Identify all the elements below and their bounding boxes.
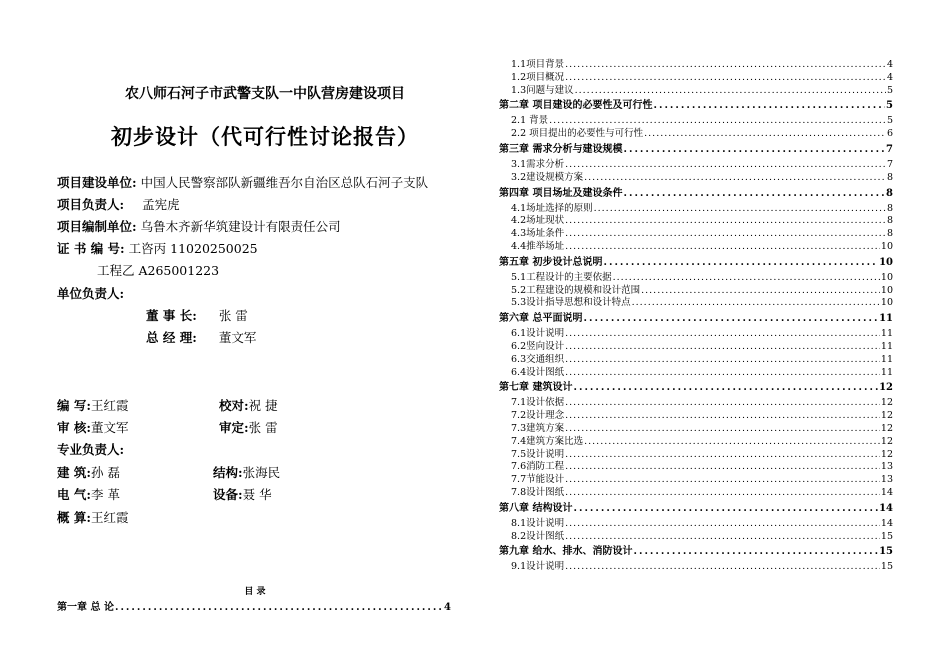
toc-chapter-entry[interactable] [499,546,893,558]
toc-entry-label: 3.2建设规模方案 [511,171,584,183]
elec-label: 电 气: [57,487,91,502]
struct-value: 张海民 [242,465,281,480]
chairman-row [146,308,248,324]
toc-first-label: 第一章 总 论 [57,602,114,613]
toc-first-page: 4 [444,602,451,613]
toc-entry-page: 5 [886,115,893,127]
toc-entry-label: 2.1 背景 [511,115,549,127]
toc-entry-label: 7.7节能设计 [511,474,565,486]
leader-row [57,197,180,213]
toc-entry-page: 12 [880,397,893,409]
writer-row [57,398,128,414]
toc-section-entry[interactable] [511,328,893,340]
toc-entry-label: 8.1设计说明 [511,517,565,529]
toc-entry-page: 12 [880,423,893,434]
compiler-label: 项目编制单位: [57,219,137,234]
arch-value: 孙 磊 [90,465,120,480]
builder-row [57,175,428,191]
toc-entry-page: 5 [886,84,893,96]
toc-entry-page: 11 [880,328,893,340]
toc-section-entry[interactable] [511,354,893,366]
toc-chapter-entry[interactable] [499,503,893,515]
toc-chapter-entry[interactable] [499,382,893,394]
budget-row [57,510,128,526]
struct-label: 结构: [213,465,243,480]
toc-section-entry[interactable] [511,341,893,353]
toc-entry-page: 5 [886,100,893,112]
toc-section-entry[interactable] [511,461,893,473]
toc-entry-label: 6.3交通组织 [511,353,565,365]
gm-value: 董文军 [218,330,257,345]
toc-entry-label: 第五章 初步设计总说明 [499,256,603,268]
proof-label: 校对: [219,398,249,413]
toc-section-entry[interactable] [511,397,893,409]
toc-entry-page: 8 [886,202,893,214]
budget-label: 概 算: [57,510,91,525]
leader-label: 项目负责人: [57,197,125,212]
toc-chapter-entry[interactable] [499,188,893,200]
equip-row [213,487,272,503]
toc-entry-label: 5.1工程设计的主要依据 [511,271,612,283]
toc-entry-label: 第四章 项目场址及建设条件 [499,187,623,199]
arch-label: 建 筑: [57,465,91,480]
equip-value: 聂 华 [242,487,272,502]
toc-section-entry[interactable] [511,561,893,573]
toc-entry-page: 15 [880,561,893,573]
toc-section-entry[interactable] [511,449,893,461]
toc-section-entry[interactable] [511,241,893,253]
toc-entry-page: 12 [880,410,893,422]
arch-row [57,465,120,481]
toc-entry-label: 1.1项目背景 [511,59,565,70]
toc-section-entry[interactable] [511,531,893,543]
toc-entry-label: 7.1设计依据 [511,397,565,409]
toc-section-entry[interactable] [511,518,893,530]
toc-heading: 目 录 [244,587,266,597]
equip-label: 设备: [213,487,243,502]
toc-section-entry[interactable] [511,410,893,422]
toc-entry-page: 7 [886,159,893,170]
compiler-row [57,219,341,235]
toc-section-entry[interactable] [511,436,893,448]
toc-entry-page: 13 [880,461,893,473]
chairman-value: 张 雷 [218,308,248,323]
approve-value: 张 雷 [248,420,278,435]
toc-entry-label: 第九章 给水、排水、消防设计 [499,546,633,558]
toc-entry-page: 6 [886,128,893,140]
toc-section-entry[interactable] [511,423,893,435]
struct-row [213,465,280,481]
toc-entry-label: 第三章 需求分析与建设规模 [499,144,623,155]
toc-section-entry[interactable] [511,203,893,215]
toc-entry-label: 4.1场址选择的原则 [511,202,593,214]
elec-value: 李 革 [90,487,120,502]
toc-chapter-entry[interactable] [499,100,893,112]
toc-section-entry[interactable] [511,159,893,171]
toc-chapter-entry[interactable] [499,313,893,325]
toc-entry-page: 10 [880,241,893,252]
toc-entry-page: 8 [886,187,893,199]
toc-section-entry[interactable] [511,487,893,499]
toc-section-entry[interactable] [511,72,893,84]
toc-section-entry[interactable] [511,115,893,127]
toc-entry-label: 7.8设计图纸 [511,487,565,498]
toc-entry-label: 第七章 建筑设计 [499,382,573,394]
toc-entry-page: 8 [886,215,893,227]
unit-leader-label: 单位负责人: [57,286,125,301]
proof-value: 祝 捷 [248,398,278,413]
builder-label: 项目建设单位: [57,175,137,190]
toc-entry-label: 第二章 项目建设的必要性及可行性 [499,100,653,112]
toc-entry-page: 12 [879,382,893,394]
toc-entry-page: 15 [880,530,893,542]
toc-entry-page: 14 [880,487,893,498]
budget-value: 王红霞 [90,510,129,525]
toc-entry-label: 3.1需求分析 [511,159,565,170]
toc-entry-label: 5.2工程建设的规模和设计范围 [511,284,641,296]
toc-entry-label: 5.3设计指导思想和设计特点 [511,297,631,309]
toc-entry-page: 10 [879,256,893,268]
toc-entry-page: 4 [886,71,893,83]
toc-section-entry[interactable] [511,59,893,71]
toc-entry-page: 11 [880,366,893,378]
toc-entry-label: 4.2场址现状 [511,215,565,227]
cert-row [57,241,258,257]
leader-value: 孟宪虎 [142,197,180,212]
toc-section-entry[interactable] [511,272,893,284]
toc-section-entry[interactable] [511,367,893,379]
writer-label: 编 写: [57,398,91,413]
toc-entry-label: 4.3场址条件 [511,228,565,240]
cert-label: 证 书 编 号: [57,241,125,256]
compiler-value: 乌鲁木齐新华筑建设计有限责任公司 [140,219,341,234]
writer-value: 王红霞 [90,398,129,413]
toc-section-entry[interactable] [511,297,893,309]
toc-section-entry[interactable] [511,215,893,227]
gm-row [146,330,256,346]
toc-entry-page: 10 [880,297,893,309]
toc-entry-label: 9.1设计说明 [511,561,565,573]
proof-row [219,398,278,414]
toc-section-entry[interactable] [511,228,893,240]
document-title: 初步设计（代可行性讨论报告） [111,124,419,149]
audit-value: 董文军 [90,420,129,435]
gm-label: 总 经 理: [146,330,197,345]
audit-row [57,420,128,436]
builder-value: 中国人民警察部队新疆维吾尔自治区总队石河子支队 [140,175,429,190]
toc-entry-page: 11 [879,313,893,325]
toc-first-entry[interactable] [57,602,451,614]
cert-value-1: 工咨丙 11020250025 [128,241,258,256]
toc-entry-label: 8.2设计图纸 [511,530,565,542]
toc-section-entry[interactable] [511,128,893,140]
toc-chapter-entry[interactable] [499,257,893,269]
toc-section-entry[interactable] [511,172,893,184]
toc-entry-label: 6.2竖向设计 [511,341,565,352]
toc-entry-label: 7.2设计理念 [511,410,565,422]
toc-section-entry[interactable] [511,285,893,297]
elec-row [57,487,120,503]
toc-entry-label: 6.1设计说明 [511,328,565,340]
toc-entry-page: 11 [880,353,893,365]
toc-entry-page: 8 [886,171,893,183]
audit-label: 审 核: [57,420,91,435]
toc-entry-page: 10 [880,271,893,283]
toc-entry-page: 11 [880,341,893,352]
toc-entry-label: 7.6消防工程 [511,461,565,473]
toc-entry-label: 7.3建筑方案 [511,423,565,434]
project-subtitle: 农八师石河子市武警支队一中队营房建设项目 [125,86,405,102]
specialty-label: 专业负责人: [57,442,125,457]
toc-chapter-entry[interactable] [499,144,893,156]
toc-entry-page: 14 [880,517,893,529]
cert-value-2: 工程乙 A265001223 [97,263,220,278]
toc-entry-page: 10 [880,284,893,296]
toc-entry-page: 12 [880,448,893,460]
toc-entry-label: 1.3问题与建议 [511,84,574,96]
toc-entry-page: 13 [880,474,893,486]
toc-section-entry[interactable] [511,474,893,486]
toc-entry-label: 7.5设计说明 [511,448,565,460]
toc-entry-label: 1.2项目概况 [511,71,565,83]
toc-entry-page: 15 [879,546,893,558]
approve-row [219,420,278,436]
toc-entry-label: 4.4推举场址 [511,241,565,252]
toc-entry-label: 6.4设计图纸 [511,366,565,378]
toc-entry-label: 第八章 结构设计 [499,502,573,514]
toc-entry-label: 2.2 项目提出的必要性与可行性 [511,128,644,140]
toc-entry-page: 4 [886,59,893,70]
toc-entry-page: 7 [886,144,893,155]
toc-entry-page: 12 [880,435,893,447]
toc-entry-page: 14 [879,502,893,514]
toc-section-entry[interactable] [511,85,893,97]
chairman-label: 董 事 长: [146,308,197,323]
toc-entry-page: 8 [886,228,893,240]
toc-entry-label: 第六章 总平面说明 [499,313,583,325]
toc-entry-label: 7.4建筑方案比选 [511,435,584,447]
approve-label: 审定: [219,420,249,435]
